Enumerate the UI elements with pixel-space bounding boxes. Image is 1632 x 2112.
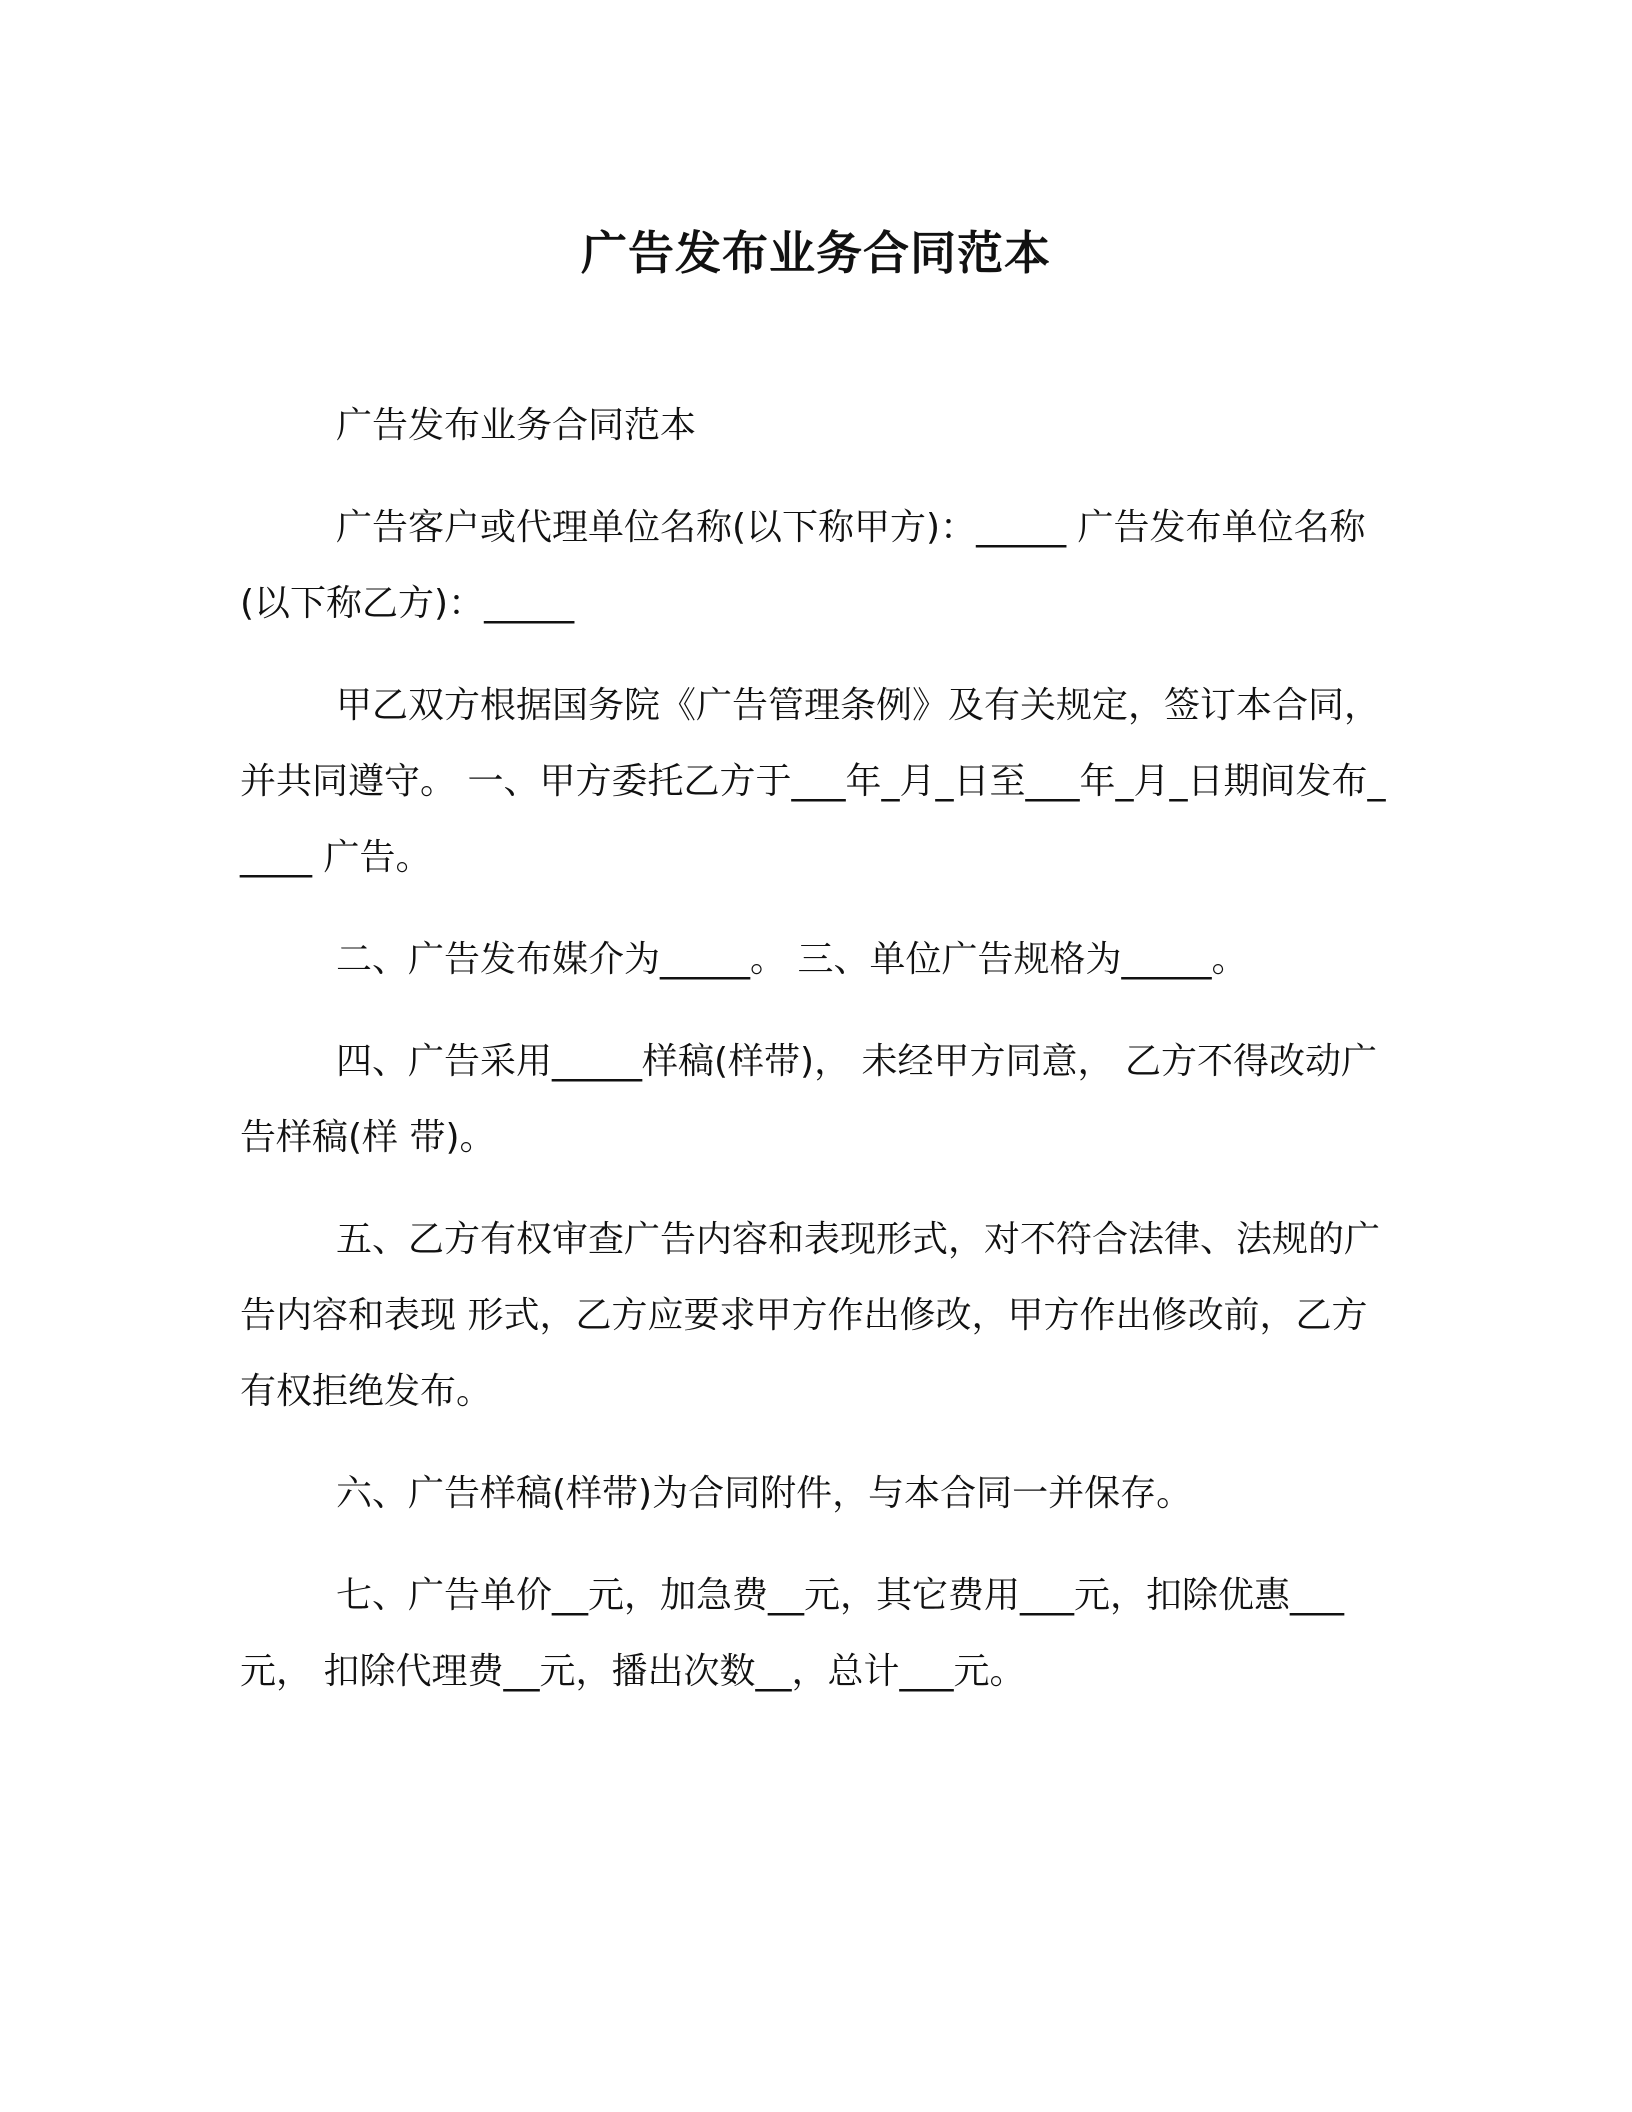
paragraph-clause-1: 甲乙双方根据国务院《广告管理条例》及有关规定，签订本合同，并共同遵守。 一、甲方委托乙方于___年_月_日至___年_月_日期间发布_____ 广告。 bbox=[240, 685, 1386, 878]
paragraph-clause-5: 五、乙方有权审查广告内容和表现形式，对不符合法律、法规的广告内容和表现 形式，乙方应要求甲方作出修改，甲方作出修改前，乙方有权拒绝发布。 bbox=[240, 1219, 1381, 1412]
document-title: 广告发布业务合同范本 bbox=[581, 226, 1051, 280]
paragraph-clause-4: 四、广告采用_____样稿(样带)， 未经甲方同意， 乙方不得改动广告样稿(样 带)。 bbox=[240, 1041, 1377, 1158]
paragraph-parties: 广告客户或代理单位名称(以下称甲方)：_____ 广告发布单位名称(以下称乙方)：_____ bbox=[240, 507, 1366, 624]
paragraph-clause-7: 七、广告单价__元，加急费__元，其它费用___元，扣除优惠___元， 扣除代理费__元，播出次数__，总计___元。 bbox=[240, 1575, 1345, 1692]
paragraph-clause-6: 六、广告样稿(样带)为合同附件，与本合同一并保存。 bbox=[336, 1473, 1193, 1514]
paragraph-clause-2-3: 二、广告发布媒介为_____。 三、单位广告规格为_____。 bbox=[336, 939, 1248, 980]
document-body bbox=[240, 388, 1392, 1736]
paragraph-heading: 广告发布业务合同范本 bbox=[336, 405, 697, 446]
